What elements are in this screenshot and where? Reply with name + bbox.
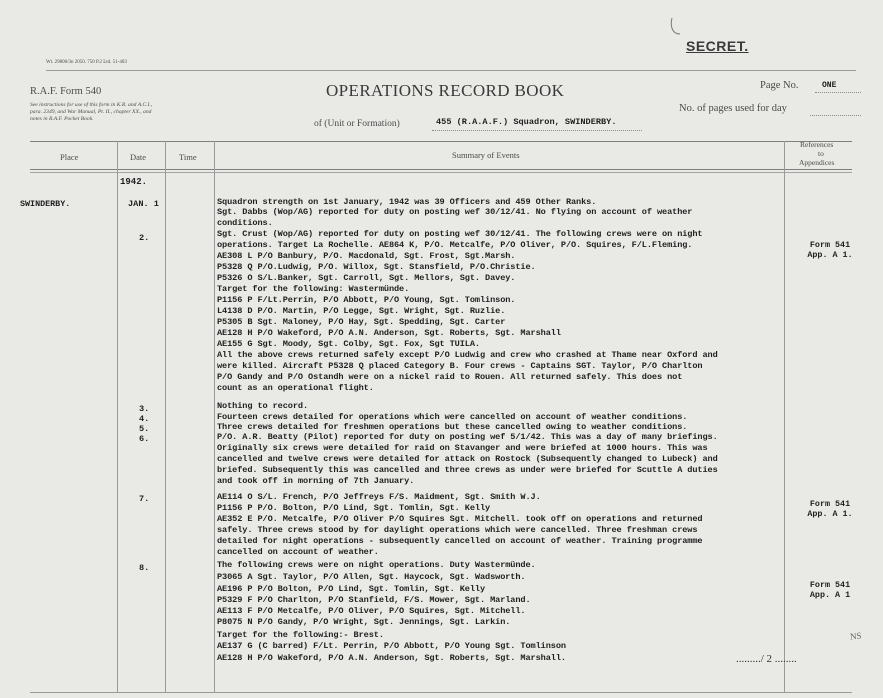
entry-line: AE128 H P/O Wakeford, P/O A.N. Anderson, Sgt. Roberts, Sgt. Marshall	[217, 328, 561, 338]
pencil-mark-icon	[668, 16, 688, 38]
reference-note	[790, 580, 870, 600]
entry-line: P5326 O S/L.Banker, Sgt. Carroll, Sgt. Mellors, Sgt. Davey.	[217, 273, 516, 283]
reference-line: App. A 1.	[807, 250, 853, 260]
entry-line: AE114 O S/L. French, P/O Jeffreys F/S. Maidment, Sgt. Smith W.J.	[217, 492, 541, 502]
entry-line: operations. Target La Rochelle. AE864 K, P/O. Metcalfe, P/O Oliver, P/O. Squires, F/L.Fleming.	[217, 240, 693, 250]
reference-line: App. A 1	[809, 590, 851, 600]
date-3: 3.	[139, 404, 150, 414]
reference-line: Form 541	[809, 240, 851, 250]
place-value: SWINDERBY.	[20, 199, 71, 209]
entry-line: cancelled and twelve crews were detailed for attack on Rostock (Subsequently changed to Lubeck) and	[217, 454, 718, 464]
entry-line: and took off in morning of 7th January.	[217, 476, 415, 486]
date-year: 1942.	[120, 177, 148, 187]
table-header-rule	[30, 169, 852, 170]
table-bottom-rule	[30, 692, 852, 693]
col-divider-place	[117, 141, 118, 693]
date-5: 5.	[139, 424, 150, 434]
entry-line: count as an operational flight.	[217, 383, 374, 393]
printer-note: Wt. 29800/3n 2050. 750 P.2 Ltd. 51-403	[46, 60, 127, 65]
table-top-rule	[30, 141, 852, 142]
entry-line: The following crews were on night operations. Duty Wastermünde.	[217, 560, 536, 570]
date-7: 7.	[139, 494, 150, 504]
form-title: R.A.F. Form 540	[30, 86, 102, 97]
entry-line: P5328 Q P/O.Ludwig, P/O. Willox, Sgt. Stansfield, P/O.Christie.	[217, 262, 536, 272]
entry-line: P5305 B Sgt. Maloney, P/O Hay, Sgt. Spedding, Sgt. Carter	[217, 317, 506, 327]
date-8: 8.	[139, 563, 150, 573]
table-header-rule-2	[30, 172, 852, 173]
entry-line: P1156 P P/O. Bolton, P/O Lind, Sgt. Tomlin, Sgt. Kelly	[217, 503, 491, 513]
reference-line: Form 541	[809, 499, 851, 509]
entry-line: Sgt. Crust (Wop/AG) reported for duty on posting wef 30/12/41. The following crews were on night	[217, 229, 703, 239]
col-header-time: Time	[179, 152, 197, 162]
secret-stamp: SECRET.	[686, 38, 749, 54]
instructions-line-1: See instructions for use of this form in K.R. and A.C.I.,	[30, 102, 153, 108]
entry-line: were killed. Aircraft P5328 Q placed Category B. Four crews - Captains SGT. Taylor, P/O Charlton	[217, 361, 703, 371]
pages-used-label: No. of pages used for day	[679, 103, 787, 114]
date-4: 4.	[139, 414, 150, 424]
entry-line: Squadron strength on 1st January, 1942 was 39 Officers and 459 Other Ranks.	[217, 197, 597, 207]
entry-line: P8075 N P/O Gandy, P/O Wright, Sgt. Jennings, Sgt. Larkin.	[217, 617, 511, 627]
continued-marker: ........./ 2 ........	[736, 653, 797, 665]
entry-line: Fourteen crews detailed for operations which were cancelled on account of weather conditions.	[217, 412, 688, 422]
col-header-summary: Summary of Events	[452, 150, 520, 160]
page-dotted-line	[815, 92, 861, 93]
reference-line: App. A 1.	[807, 509, 853, 519]
entry-line: P5329 F P/O Charlton, P/O Stanfield, F/S. Mower, Sgt. Marland.	[217, 595, 531, 605]
entry-line: Nothing to record.	[217, 401, 309, 411]
col-divider-summary	[784, 141, 785, 693]
entry-line: AE308 L P/O Banbury, P/O. Macdonald, Sgt. Frost, Sgt.Marsh.	[217, 251, 516, 261]
page-value: ONE	[822, 81, 837, 90]
pages-used-dotted-line	[810, 115, 861, 116]
col-header-references-3: Appendices	[799, 158, 835, 167]
unit-dotted-line	[432, 130, 642, 131]
col-divider-time	[214, 141, 215, 693]
entry-line: cancelled on account of weather.	[217, 547, 379, 557]
entry-line: P/O. A.R. Beatty (Pilot) reported for duty on posting wef 5/1/42. This was a day of many briefings.	[217, 432, 718, 442]
entry-line: AE196 P P/O Bolton, P/O Lind, Sgt. Tomlin, Sgt. Kelly	[217, 584, 486, 594]
unit-label: of (Unit or Formation)	[314, 119, 400, 129]
entry-line: AE352 E P/O. Metcalfe, P/O Oliver P/O Squires Sgt. Mitchell. took off on operations and returned	[217, 514, 703, 524]
reference-note	[790, 499, 870, 519]
col-header-date: Date	[130, 152, 147, 162]
date-6: 6.	[139, 434, 150, 444]
page-label: Page No.	[760, 80, 799, 91]
col-header-place: Place	[60, 152, 79, 162]
header-rule	[46, 70, 856, 71]
col-header-references-2: to	[818, 149, 824, 158]
entry-line: P1156 P F/Lt.Perrin, P/O Abbott, P/O Young, Sgt. Tomlinson.	[217, 295, 516, 305]
margin-note: NS	[849, 630, 863, 642]
date-jan-1: JAN. 1	[128, 199, 159, 209]
entry-line: P/O Gandy and P/O Ostandh were on a nickel raid to Rouen. All returned safely. This does not	[217, 372, 683, 382]
entry-line: P3065 A Sgt. Taylor, P/O Allen, Sgt. Haycock, Sgt. Wadsworth.	[217, 572, 526, 582]
entry-line: L4138 D P/O. Martin, P/O Legge, Sgt. Wright, Sgt. Ruzlie.	[217, 306, 506, 316]
unit-value: 455 (R.A.A.F.) Squadron, SWINDERBY.	[436, 117, 617, 127]
date-2: 2.	[139, 233, 150, 243]
col-divider-date	[165, 141, 166, 693]
entry-line: Originally six crews were detailed for raid on Stavanger and were briefed at 1000 hours. This was	[217, 443, 708, 453]
entry-line: AE113 F P/O Metcalfe, P/O Oliver, P/O Squires, Sgt. Mitchell.	[217, 606, 526, 616]
col-header-references-1: References	[800, 140, 834, 149]
entry-line: Sgt. Dabbs (Wop/AG) reported for duty on posting wef 30/12/41. No flying on account of weather	[217, 207, 693, 217]
entry-line: safely. Three crews stood by for daylight operations which were cancelled. Three freshman crews	[217, 525, 698, 535]
entry-line: Three crews detailed for freshmen operations but these cancelled owing to weather conditions.	[217, 422, 688, 432]
reference-note	[790, 240, 870, 260]
entry-line: Target for the following:- Brest.	[217, 630, 384, 640]
book-title: OPERATIONS RECORD BOOK	[326, 81, 565, 100]
instructions-line-3: notes in R.A.F. Pocket Book.	[30, 116, 94, 122]
entry-line: AE137 G (C barred) F/Lt. Perrin, P/O Abbott, P/O Young Sgt. Tomlinson	[217, 641, 566, 651]
entry-line: conditions.	[217, 218, 273, 228]
entry-line: AE128 H P/O Wakeford, P/O A.N. Anderson, Sgt. Roberts, Sgt. Marshall.	[217, 653, 566, 663]
instructions-line-2: para. 2349, and War Manual, Pt. II., chapter XX., and	[30, 109, 152, 115]
entry-line: Target for the following: Wastermünde.	[217, 284, 410, 294]
entry-line: AE155 G Sgt. Moody, Sgt. Colby, Sgt. Fox, Sgt TUILA.	[217, 339, 480, 349]
reference-line: Form 541	[809, 580, 851, 590]
entry-line: All the above crews returned safely except P/O Ludwig and crew who crashed at Thame near Oxford and	[217, 350, 718, 360]
entry-line: detailed for night operations - subsequently cancelled on account of weather. Training programme	[217, 536, 703, 546]
entry-line: briefed. Subsequently this was cancelled and three crews as under were briefed for Scuttle A duties	[217, 465, 718, 475]
